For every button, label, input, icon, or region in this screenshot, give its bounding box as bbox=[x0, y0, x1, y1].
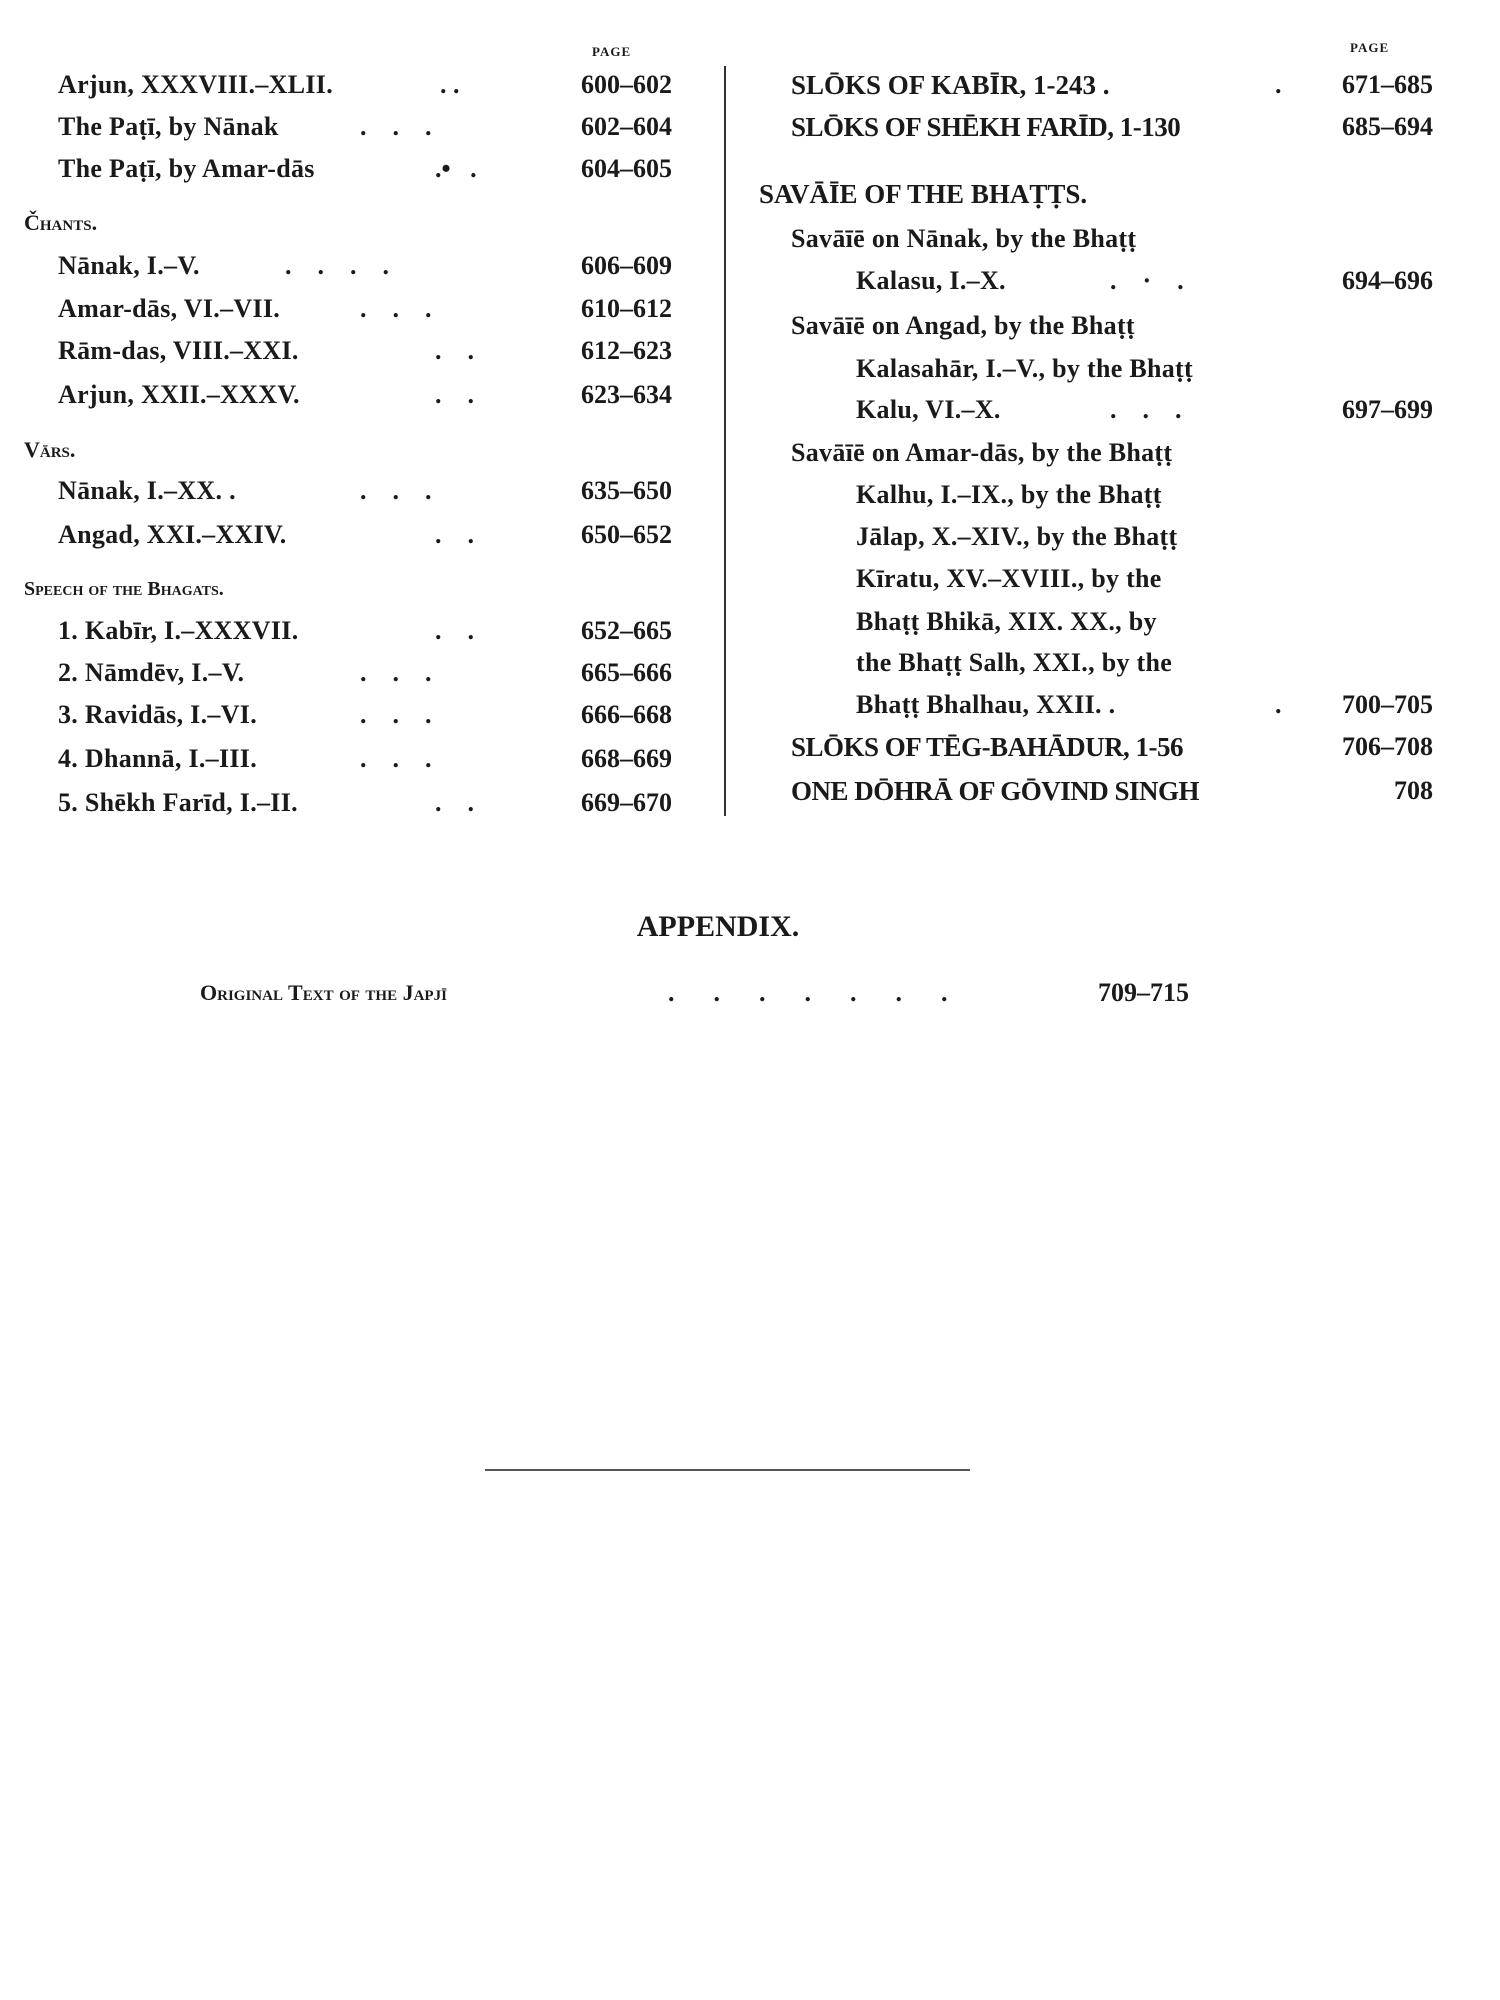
toc-entry-title: Nānak, I.–V. bbox=[58, 251, 200, 280]
section-heading-chants: Čhants. bbox=[24, 210, 98, 235]
dot-leader: . . . bbox=[360, 658, 432, 687]
toc-entry-pages: 685–694 bbox=[1342, 112, 1433, 141]
toc-entry-pages: 652–665 bbox=[581, 616, 672, 645]
toc-entry-title: 2. Nāmdēv, I.–V. bbox=[58, 658, 245, 687]
toc-entry-title: 3. Ravidās, I.–VI. bbox=[58, 700, 257, 729]
toc-entry-pages: 671–685 bbox=[1342, 70, 1433, 99]
toc-entry-pages: 708 bbox=[1394, 776, 1433, 805]
toc-entry-line: Bhaṭṭ Bhikā, XIX. XX., by bbox=[856, 607, 1157, 636]
appendix-heading: APPENDIX. bbox=[636, 910, 800, 943]
dot-leader: .• . bbox=[435, 154, 477, 183]
toc-entry-line: the Bhaṭṭ Salh, XXI., by the bbox=[856, 648, 1173, 677]
dot-leader: . . . bbox=[360, 700, 432, 729]
toc-entry-title: 4. Dhannā, I.–III. bbox=[58, 744, 258, 773]
toc-entry-pages: 650–652 bbox=[581, 520, 672, 549]
toc-entry-pages: 610–612 bbox=[581, 294, 672, 323]
section-heading-savaie: SAVĀĪE OF THE BHAṬṬS. bbox=[759, 179, 1088, 209]
toc-entry-pages: 706–708 bbox=[1342, 732, 1433, 761]
dot-leader: . . . . . . . bbox=[668, 978, 948, 1007]
dot-leader: . . bbox=[440, 70, 460, 99]
toc-entry-pages: 623–634 bbox=[581, 380, 672, 409]
dot-leader: . . bbox=[435, 336, 474, 365]
toc-entry-title: Arjun, XXII.–XXXV. bbox=[58, 380, 300, 409]
toc-entry-title: Angad, XXI.–XXIV. bbox=[58, 520, 287, 549]
toc-entry-title: SLŌKS OF KABĪR, 1-243 . bbox=[791, 70, 1110, 100]
toc-entry-title: SLŌKS OF TĒG-BAHĀDUR, 1-56 bbox=[791, 732, 1184, 762]
toc-entry-title: 5. Shēkh Farīd, I.–II. bbox=[58, 788, 298, 817]
toc-entry-title: Arjun, XXXVIII.–XLII. bbox=[58, 70, 334, 99]
dot-leader: . . bbox=[435, 520, 474, 549]
toc-entry-pages: 635–650 bbox=[581, 476, 672, 505]
toc-entry-pages: 604–605 bbox=[581, 154, 672, 183]
toc-entry-pages: 665–666 bbox=[581, 658, 672, 687]
toc-entry-line: Kalasu, I.–X. bbox=[856, 266, 1006, 295]
dot-leader: . . bbox=[435, 380, 474, 409]
toc-entry-pages: 612–623 bbox=[581, 336, 672, 365]
dot-leader: . bbox=[1275, 70, 1282, 99]
toc-entry-line: Savāīē on Nānak, by the Bhaṭṭ bbox=[791, 224, 1137, 253]
section-heading-vars: Vārs. bbox=[24, 437, 76, 462]
toc-entry-pages: 709–715 bbox=[1098, 978, 1189, 1007]
toc-entry-line: Kalu, VI.–X. bbox=[856, 395, 1001, 424]
toc-entry-title: Rām-das, VIII.–XXI. bbox=[58, 336, 299, 365]
toc-entry-line: Kīratu, XV.–XVIII., by the bbox=[856, 564, 1162, 593]
dot-leader: . . . bbox=[360, 744, 432, 773]
page-column-header-right: PAGE bbox=[1350, 40, 1390, 55]
toc-entry-title: Amar-dās, VI.–VII. bbox=[58, 294, 281, 323]
closing-rule bbox=[485, 1469, 970, 1471]
toc-entry-pages: 668–669 bbox=[581, 744, 672, 773]
toc-entry-title: The Paṭī, by Nānak bbox=[58, 112, 279, 141]
toc-entry-pages: 606–609 bbox=[581, 251, 672, 280]
toc-entry-line: Savāīē on Amar-dās, by the Bhaṭṭ bbox=[791, 438, 1173, 467]
dot-leader: . . . . bbox=[285, 251, 389, 280]
toc-entry-pages: 700–705 bbox=[1342, 690, 1433, 719]
dot-leader: . . . bbox=[360, 112, 432, 141]
toc-entry-pages: 697–699 bbox=[1342, 395, 1433, 424]
toc-entry-title: Original Text of the Japjī bbox=[200, 980, 447, 1005]
toc-entry-title: ONE DŌHRĀ OF GŌVIND SINGH bbox=[791, 776, 1200, 806]
toc-entry-pages: 694–696 bbox=[1342, 266, 1433, 295]
toc-entry-pages: 666–668 bbox=[581, 700, 672, 729]
toc-entry-pages: 600–602 bbox=[581, 70, 672, 99]
toc-entry-line: Kalhu, I.–IX., by the Bhaṭṭ bbox=[856, 480, 1162, 509]
toc-entry-pages: 669–670 bbox=[581, 788, 672, 817]
dot-leader: . · . bbox=[1110, 266, 1184, 295]
toc-entry-line: Bhaṭṭ Bhalhau, XXII. . bbox=[856, 690, 1116, 719]
toc-entry-line: Jālap, X.–XIV., by the Bhaṭṭ bbox=[856, 522, 1178, 551]
dot-leader: . . . bbox=[360, 294, 432, 323]
column-divider bbox=[724, 66, 726, 816]
dot-leader: . . . bbox=[360, 476, 432, 505]
toc-entry-title: Nānak, I.–XX. . bbox=[58, 476, 236, 505]
toc-entry-pages: 602–604 bbox=[581, 112, 672, 141]
section-heading-bhagats: Speech of the Bhagats. bbox=[24, 578, 224, 600]
dot-leader: . . . bbox=[1110, 395, 1182, 424]
dot-leader: . . bbox=[435, 616, 474, 645]
toc-entry-line: Kalasahār, I.–V., by the Bhaṭṭ bbox=[856, 354, 1193, 383]
dot-leader: . . bbox=[435, 788, 474, 817]
toc-entry-line: Savāīē on Angad, by the Bhaṭṭ bbox=[791, 311, 1135, 340]
toc-entry-title: The Paṭī, by Amar-dās bbox=[58, 154, 315, 183]
page-column-header-left: PAGE bbox=[592, 44, 632, 59]
toc-entry-title: 1. Kabīr, I.–XXXVII. bbox=[58, 616, 299, 645]
toc-entry-title: SLŌKS OF SHĒKH FARĪD, 1-130 bbox=[791, 112, 1181, 142]
dot-leader: . bbox=[1275, 690, 1282, 719]
